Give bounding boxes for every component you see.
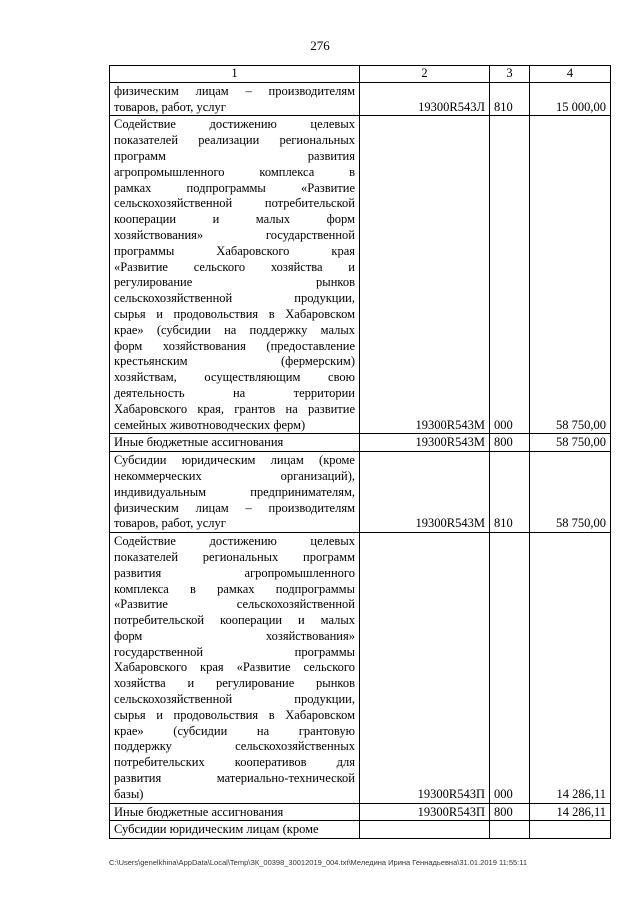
description-line: хозяйствования» государственной — [114, 227, 355, 242]
row-description — [110, 434, 360, 452]
row-expense-type: 810 — [490, 82, 530, 116]
row-expense-type: 800 — [490, 803, 530, 821]
row-description — [110, 82, 360, 116]
row-description — [110, 533, 360, 804]
description-line: хозяйствам, осуществляющим свою — [114, 370, 355, 385]
row-target-code: 19300R543М — [360, 452, 490, 533]
row-target-code — [360, 821, 490, 839]
description-line: Хабаровского края, грантов на развитие — [114, 401, 355, 416]
description-line: крае» (субсидии на грантовую — [114, 723, 355, 738]
table-row — [110, 82, 611, 116]
row-amount: 58 750,00 — [530, 452, 611, 533]
page-number: 276 — [310, 38, 330, 53]
description-line: потребительских кооперативов для — [114, 755, 355, 770]
description-line: индивидуальным предпринимателям, — [114, 484, 355, 499]
description-line: программы Хабаровского края — [114, 243, 355, 258]
description-line: форм хозяйствования (предоставление — [114, 338, 355, 353]
description-line: показателей реализации региональных — [114, 133, 355, 148]
table-row — [110, 116, 611, 434]
description-line: развития агропромышленного — [114, 565, 355, 580]
description-line: сырья и продовольствия в Хабаровском — [114, 306, 355, 321]
column-header-1: 1 — [110, 66, 360, 83]
description-line: товаров, работ, услуг — [114, 516, 226, 531]
description-line: сельскохозяйственной продукции, — [114, 692, 355, 707]
description-line: рамках подпрограммы «Развитие — [114, 180, 355, 195]
description-line: комплекса в рамках подпрограммы — [114, 581, 355, 596]
column-header-2: 2 — [360, 66, 490, 83]
table-row — [110, 452, 611, 533]
description-line: потребительской кооперации и малых — [114, 613, 355, 628]
description-line: крестьянским (фермерским) — [114, 354, 355, 369]
description-line: показателей региональных программ — [114, 549, 355, 564]
table-row — [110, 821, 611, 839]
row-expense-type: 810 — [490, 452, 530, 533]
row-description — [110, 116, 360, 434]
column-header-3: 3 — [490, 66, 530, 83]
description-line: семейных животноводческих ферм) — [114, 417, 306, 432]
row-amount: 15 000,00 — [530, 82, 611, 116]
row-target-code: 19300R543М — [360, 434, 490, 452]
description-line: физическим лицам – производителям — [114, 500, 355, 515]
description-line: базы) — [114, 786, 144, 801]
description-line: хозяйства и регулирование рынков — [114, 676, 355, 691]
description-line: Хабаровского края «Развитие сельского — [114, 660, 355, 675]
row-expense-type: 000 — [490, 533, 530, 804]
row-target-code: 19300R543П — [360, 803, 490, 821]
description-line: развития материально-технической — [114, 771, 355, 786]
row-target-code: 19300R543Л — [360, 82, 490, 116]
description-line: «Развитие сельского хозяйства и — [114, 259, 355, 274]
description-line: форм хозяйствования» — [114, 628, 355, 643]
description-line: физическим лицам – производителям — [114, 83, 355, 98]
description-line: Иные бюджетные ассигнования — [114, 804, 284, 819]
row-description — [110, 452, 360, 533]
file-path-footer: C:\Users\genelkhina\AppData\Local\Temp\ЗК_00398_30012019_004.txt\Меледина Ирина Геннадьевна\31.01.2019 11:55:11 — [109, 858, 528, 867]
description-line: некоммерческих организаций), — [114, 468, 355, 483]
row-amount — [530, 821, 611, 839]
description-line: Содействие достижению целевых — [114, 534, 355, 549]
description-line: кооперации и малых форм — [114, 212, 355, 227]
description-line: крае» (субсидии на поддержку малых — [114, 322, 355, 337]
description-line: агропромышленного комплекса в — [114, 164, 355, 179]
description-line: Субсидии юридическим лицам (кроме — [114, 822, 319, 837]
row-expense-type: 800 — [490, 434, 530, 452]
table-row — [110, 803, 611, 821]
description-line: «Развитие сельскохозяйственной — [114, 597, 355, 612]
row-description — [110, 821, 360, 839]
row-expense-type: 000 — [490, 116, 530, 434]
table-row — [110, 434, 611, 452]
row-description — [110, 803, 360, 821]
description-line: Субсидии юридическим лицам (кроме — [114, 453, 355, 468]
row-amount: 14 286,11 — [530, 533, 611, 804]
description-line: Иные бюджетные ассигнования — [114, 435, 284, 450]
description-line: регулирование рынков — [114, 275, 355, 290]
row-amount: 58 750,00 — [530, 434, 611, 452]
row-amount: 14 286,11 — [530, 803, 611, 821]
description-line: сельскохозяйственной потребительской — [114, 196, 355, 211]
row-target-code: 19300R543П — [360, 533, 490, 804]
budget-table — [109, 65, 611, 839]
description-line: деятельность на территории — [114, 385, 355, 400]
table-row — [110, 533, 611, 804]
row-expense-type — [490, 821, 530, 839]
description-line: Содействие достижению целевых — [114, 117, 355, 132]
description-line: сырья и продовольствия в Хабаровском — [114, 707, 355, 722]
row-amount: 58 750,00 — [530, 116, 611, 434]
description-line: поддержку сельскохозяйственных — [114, 739, 355, 754]
description-line: государственной программы — [114, 644, 355, 659]
row-target-code: 19300R543М — [360, 116, 490, 434]
description-line: товаров, работ, услуг — [114, 99, 226, 114]
table-header-row — [110, 66, 611, 83]
description-line: сельскохозяйственной продукции, — [114, 291, 355, 306]
description-line: программ развития — [114, 148, 355, 163]
column-header-4: 4 — [530, 66, 611, 83]
